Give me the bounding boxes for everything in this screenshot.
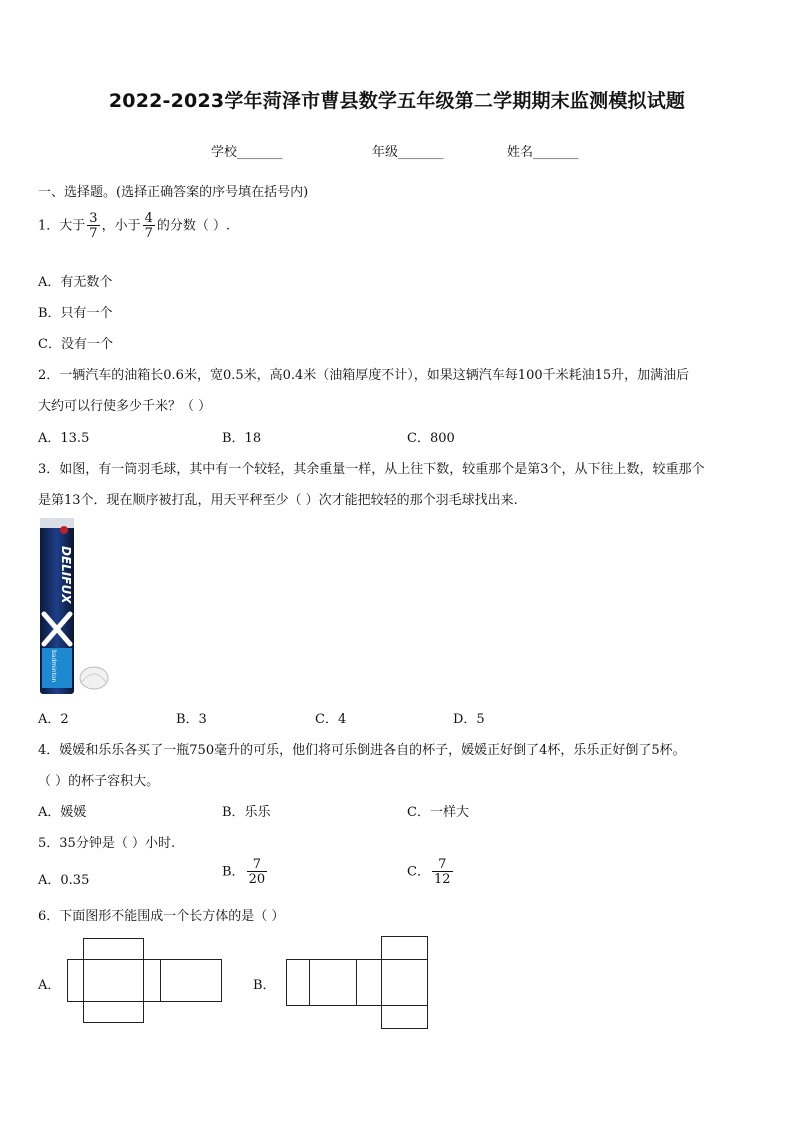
net-face [309,959,357,1006]
fraction [432,858,453,886]
option-b [222,858,269,886]
option-a: A．有无数个 [38,275,113,290]
q1-prefix: 1．大于 [38,218,86,234]
grade-field: 年级_______ [372,145,444,160]
net-face [381,936,428,960]
net-face [381,1005,428,1029]
fraction [87,212,99,240]
option-c-label: C． [407,864,430,880]
net-face [83,1001,144,1023]
question-1-stem [38,212,230,240]
option-a: A．2 [38,712,69,727]
option-b: B．3 [176,712,207,727]
option-b-label: B． [222,864,245,880]
brand-logo-icon [60,526,68,534]
fraction [247,858,268,886]
fraction-numerator: 7 [247,858,268,872]
fraction-denominator: 12 [433,872,451,887]
net-face [356,959,382,1006]
option-c: C．没有一个 [38,337,113,352]
option-c [407,858,455,886]
option-b: B． [253,978,276,993]
question-4-line1: 4．媛媛和乐乐各买了一瓶750毫升的可乐，他们将可乐倒进各自的杯子，媛媛正好倒了4杯，乐乐正好倒了5杯。 [38,743,686,758]
net-face [381,959,428,1006]
option-a: A．0.35 [38,873,90,888]
question-3-line1: 3．如图，有一筒羽毛球，其中有一个较轻，其余重量一样，从上往下数，较重那个是第3个，从下往上数，较重那个 [38,462,705,477]
net-face [67,959,84,1002]
option-a: A．13.5 [38,431,90,446]
net-diagram-a [67,938,223,1024]
section-heading: 一、选择题。(选择正确答案的序号填在括号内) [38,185,309,200]
fraction-denominator: 7 [144,226,153,241]
question-3-line2: 是第13个．现在顺序被打乱，用天平秤至少（ ）次才能把较轻的那个羽毛球找出来. [38,493,518,508]
net-face [143,959,161,1002]
fraction-numerator: 4 [144,211,153,226]
net-face [160,959,222,1002]
option-c: C．4 [315,712,347,727]
fraction [143,212,155,240]
shuttlecock-tube-image [38,516,110,696]
net-diagram-b [286,936,429,1030]
option-a: A． [38,978,61,993]
fraction-denominator: 7 [89,226,98,241]
tube-label: badminton [50,650,57,683]
fraction-numerator: 3 [89,211,98,226]
fraction-numerator: 7 [432,858,453,872]
net-face [83,938,144,960]
option-b: B．18 [222,431,262,446]
fraction-denominator: 20 [248,872,266,887]
option-c: C．800 [407,431,455,446]
net-face [83,959,144,1002]
question-2-line2: 大约可以行使多少千米？（ ） [38,399,212,414]
question-2-line1: 2．一辆汽车的油箱长0.6米，宽0.5米，高0.4米（油箱厚度不计），如果这辆汽车每100千米耗油15升，加满油后 [38,368,690,383]
name-field: 姓名_______ [507,145,579,160]
school-field: 学校_______ [211,145,283,160]
option-a: A．媛媛 [38,805,87,820]
net-face [286,959,310,1006]
tube-cap [40,518,74,528]
option-c: C．一样大 [407,805,469,820]
option-d: D．5 [453,712,485,727]
shuttlecock-icon [80,667,108,689]
question-6-stem: 6．下面图形不能围成一个长方体的是（ ） [38,909,285,924]
q1-mid: ，小于 [101,218,141,234]
option-b: B．只有一个 [38,306,113,321]
question-4-line2: （ ）的杯子容积大。 [38,774,160,789]
tube-brand: DELIFUX [59,546,73,604]
q1-suffix: 的分数（ ）. [156,218,231,234]
option-b: B．乐乐 [222,805,271,820]
page-title: 2022-2023学年菏泽市曹县数学五年级第二学期期末监测模拟试题 [108,90,686,112]
question-5-stem: 5．35分钟是（ ）小时. [38,836,176,851]
